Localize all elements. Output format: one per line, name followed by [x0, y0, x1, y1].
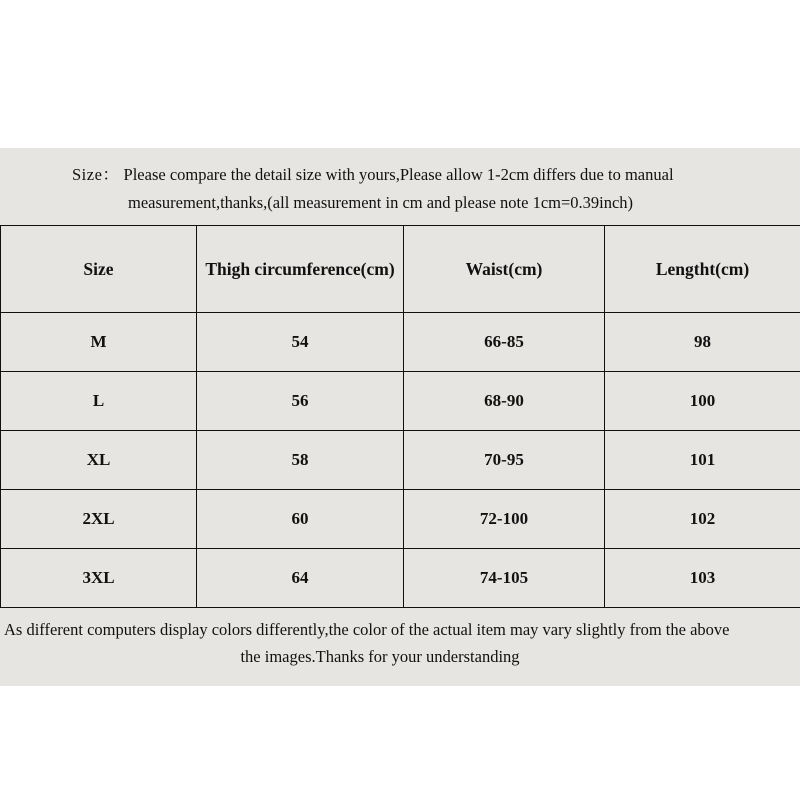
- size-table-head: [1, 226, 800, 313]
- table-row: [1, 490, 800, 549]
- cell-length: 101: [605, 431, 800, 490]
- cell-thigh: 56: [197, 372, 404, 431]
- cell-waist: 66-85: [404, 313, 605, 372]
- cell-waist: 74-105: [404, 549, 605, 608]
- column-header-thigh-circumference: Thigh circumference(cm): [197, 226, 404, 313]
- cell-waist: 68-90: [404, 372, 605, 431]
- size-table: [0, 225, 800, 608]
- bottom-note-line-1: As different computers display colors differently,the color of the actual item may vary slightly from the above: [4, 620, 730, 640]
- column-header-size: Size: [1, 226, 197, 313]
- cell-length: 103: [605, 549, 800, 608]
- bottom-note-line-2: the images.Thanks for your understanding: [240, 646, 520, 666]
- cell-thigh: 54: [197, 313, 404, 372]
- cell-size: XL: [1, 431, 197, 490]
- cell-size: 3XL: [1, 549, 197, 608]
- cell-waist: 72-100: [404, 490, 605, 549]
- table-row: [1, 549, 800, 608]
- table-header-row: [1, 226, 800, 313]
- table-row: [1, 313, 800, 372]
- cell-size: M: [1, 313, 197, 372]
- bottom-note: [0, 608, 800, 686]
- cell-waist: 70-95: [404, 431, 605, 490]
- top-note-label: Size：: [72, 165, 120, 184]
- size-chart-panel: [0, 148, 800, 686]
- table-row: [1, 372, 800, 431]
- top-note-line-2: measurement,thanks,(all measurement in cm and please note 1cm=0.39inch): [128, 192, 634, 212]
- top-note-line-1: Please compare the detail size with yours,Please allow 1-2cm differs due to manual: [123, 165, 674, 184]
- cell-thigh: 60: [197, 490, 404, 549]
- cell-thigh: 64: [197, 549, 404, 608]
- cell-length: 102: [605, 490, 800, 549]
- cell-size: L: [1, 372, 197, 431]
- size-table-body: [1, 313, 800, 608]
- table-row: [1, 431, 800, 490]
- cell-length: 100: [605, 372, 800, 431]
- column-header-waist: Waist(cm): [404, 226, 605, 313]
- cell-length: 98: [605, 313, 800, 372]
- cell-size: 2XL: [1, 490, 197, 549]
- column-header-length: Lengtht(cm): [605, 226, 800, 313]
- top-note: [0, 148, 800, 225]
- cell-thigh: 58: [197, 431, 404, 490]
